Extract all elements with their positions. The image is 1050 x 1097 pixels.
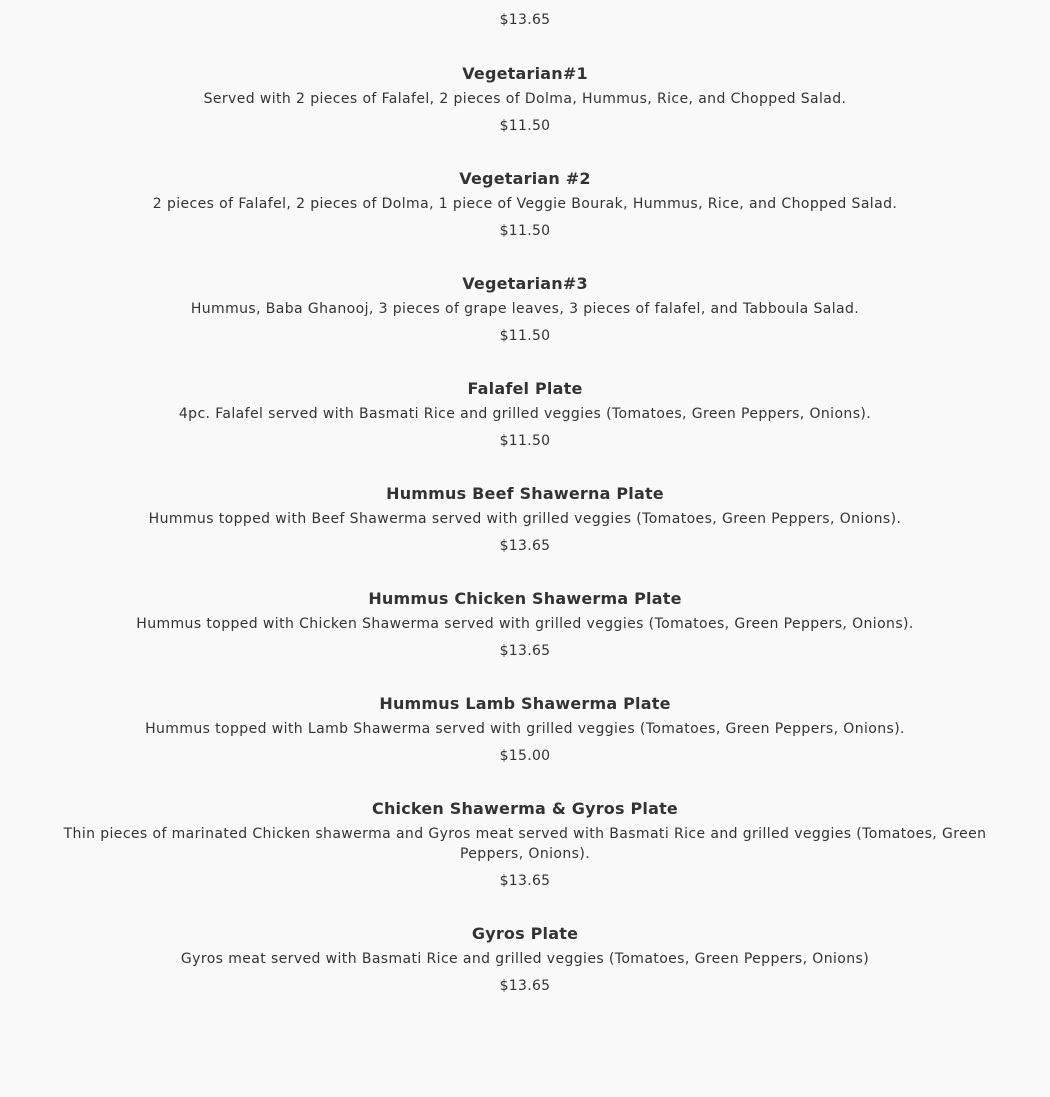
item-name: Hummus Beef Shawerna Plate bbox=[386, 484, 664, 503]
item-description: 2 pieces of Falafel, 2 pieces of Dolma, 1 piece of Veggie Bourak, Hummus, Rice, and Chopped Salad. bbox=[152, 196, 898, 212]
item-price: $11.50 bbox=[499, 223, 551, 239]
menu-item bbox=[0, 694, 1050, 766]
menu-item bbox=[0, 589, 1050, 661]
menu-item bbox=[0, 379, 1050, 451]
item-name: Vegetarian#3 bbox=[462, 274, 588, 293]
menu-item bbox=[0, 64, 1050, 136]
menu-item bbox=[0, 169, 1050, 241]
item-name: Falafel Plate bbox=[467, 379, 583, 398]
item-name: Gyros Plate bbox=[471, 924, 579, 943]
item-price: $13.65 bbox=[499, 978, 551, 994]
item-description: Hummus topped with Beef Shawerma served with grilled veggies (Tomatoes, Green Peppers, Onions). bbox=[148, 511, 902, 527]
item-price: $13.65 bbox=[499, 12, 551, 28]
menu-item bbox=[0, 799, 1050, 891]
item-description: Hummus, Baba Ghanooj, 3 pieces of grape leaves, 3 pieces of falafel, and Tabboula Salad. bbox=[190, 301, 860, 317]
item-description: Hummus topped with Lamb Shawerma served with grilled veggies (Tomatoes, Green Peppers, Onions). bbox=[145, 721, 905, 737]
item-name: Vegetarian #2 bbox=[459, 169, 591, 188]
item-description: Hummus topped with Chicken Shawerma served with grilled veggies (Tomatoes, Green Peppers, Onions). bbox=[136, 616, 914, 632]
item-name: Hummus Lamb Shawerma Plate bbox=[379, 694, 671, 713]
item-description bbox=[30, 0, 1020, 3]
item-price: $11.50 bbox=[499, 118, 551, 134]
item-description: 4pc. Falafel served with Basmati Rice and grilled veggies (Tomatoes, Green Peppers, Onions). bbox=[178, 406, 872, 422]
item-price: $11.50 bbox=[499, 433, 551, 449]
menu-item bbox=[0, 484, 1050, 556]
menu-item bbox=[0, 0, 1050, 30]
menu-item bbox=[0, 924, 1050, 996]
menu-item bbox=[0, 274, 1050, 346]
item-description: Thin pieces of marinated Chicken shawerma and Gyros meat served with Basmati Rice and grilled veggies (Tomatoes, Green Peppers, Onions). bbox=[63, 826, 987, 862]
item-price: $15.00 bbox=[499, 748, 551, 764]
item-price: $13.65 bbox=[499, 643, 551, 659]
item-description: Gyros meat served with Basmati Rice and grilled veggies (Tomatoes, Green Peppers, Onions) bbox=[180, 951, 870, 967]
item-price: $13.65 bbox=[499, 873, 551, 889]
item-name: Vegetarian#1 bbox=[462, 64, 588, 83]
item-price: $13.65 bbox=[499, 538, 551, 554]
item-price: $11.50 bbox=[499, 328, 551, 344]
item-description: Served with 2 pieces of Falafel, 2 pieces of Dolma, Hummus, Rice, and Chopped Salad. bbox=[203, 91, 847, 107]
item-name: Chicken Shawerma & Gyros Plate bbox=[372, 799, 678, 818]
item-name: Hummus Chicken Shawerma Plate bbox=[368, 589, 682, 608]
